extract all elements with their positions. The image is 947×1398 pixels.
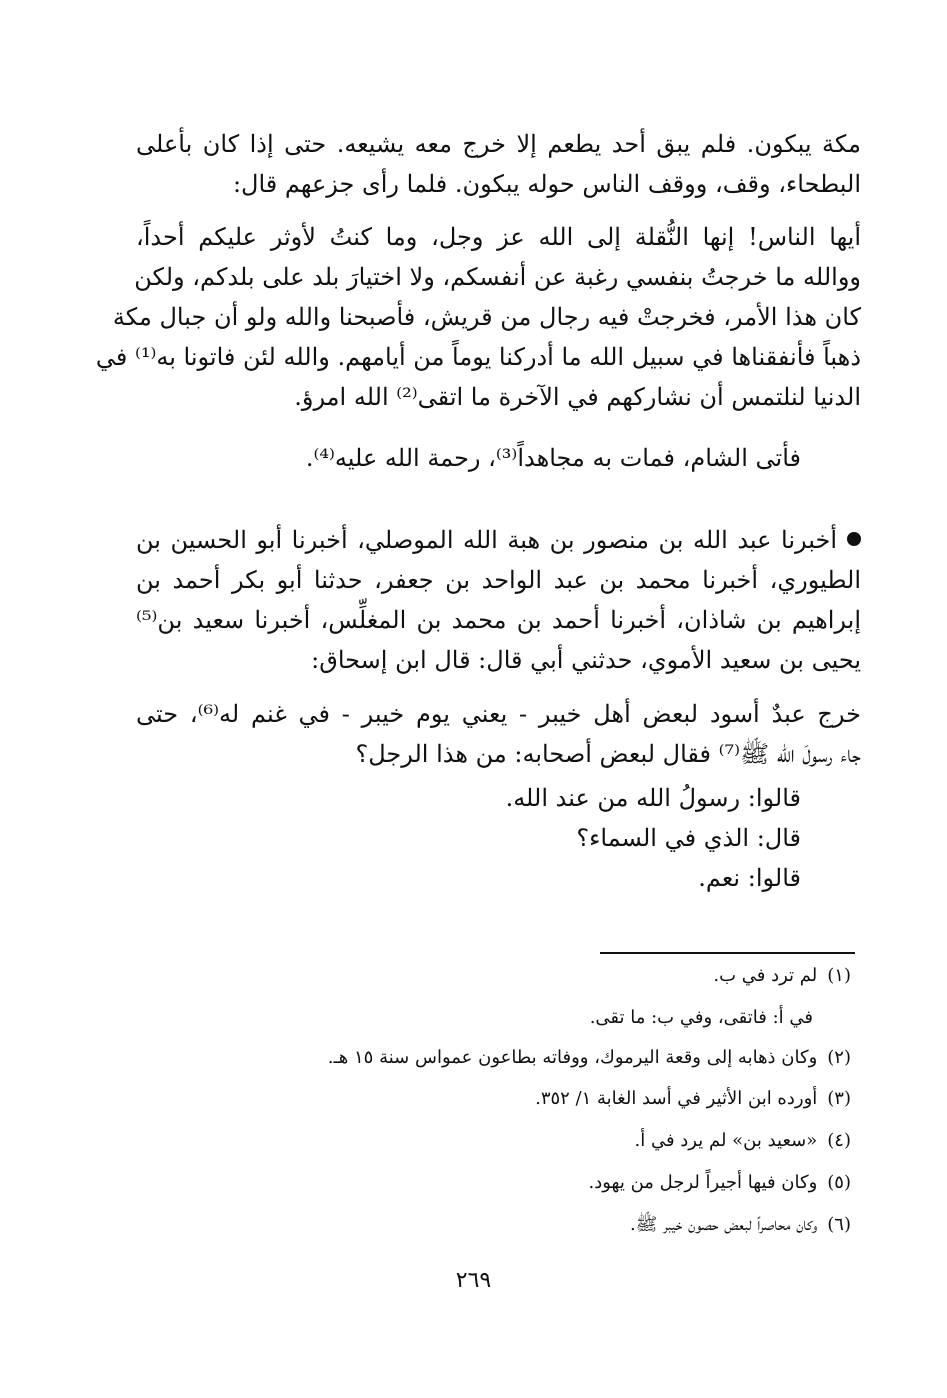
footnote-text: «سعيد بن» لم يرد في أ. [634,1130,818,1151]
text-line: يحيى بن سعيد الأموي، حدثني أبي قال: قال ابن إسحاق: [311,646,861,674]
footnote-number: (٤) [827,1130,851,1151]
footnote-number: (٥) [827,1172,851,1193]
footnote-text: أورده ابن الأثير في أسد الغابة ١/ ٣٥٢. [535,1088,818,1109]
dialog-line: قالوا: رسولُ الله من عند الله. [505,784,801,812]
text-line: مكة يبكون. فلم يبق أحد يطعم إلا خرج معه يشيعه. حتى إذا كان بأعلى [136,130,861,158]
text-line: جاء رسولَ الله ﷺ⁽⁷⁾ فقال لبعض أصحابه: من هذا الرجل؟ [355,740,861,768]
bullet-icon [847,532,861,546]
page-number: ٢٦٩ [455,1268,492,1293]
footnote-text: وكان فيها أجيراً لرجل من يهود. [588,1172,818,1193]
footnote [713,962,851,990]
text-line: الدنيا لنلتمس أن نشاركهم في الآخرة ما اتقى⁽²⁾ الله امرؤ. [294,383,861,411]
footnote-number: (٦) [827,1214,851,1235]
footnote [590,1004,813,1032]
footnote [635,1127,851,1155]
footnote-text: وكان ذهابه إلى وقعة اليرموك، ووفاته بطاعون عمواس سنة ١٥ هـ. [327,1047,818,1068]
footnote-number: (٣) [827,1088,851,1109]
text-line: كان هذا الأمر، فخرجتْ فيه رجال من قريش، فأصبحنا والله ولو أن جبال مكة [112,303,861,331]
footnote-text: في أ: فاتقى، وفي ب: ما تقى. [589,1007,813,1028]
dialog-line: قالوا: نعم. [698,864,801,892]
text-line: البطحاء، وقف، ووقف الناس حوله يبكون. فلما رأى جزعهم قال: [232,170,861,198]
text-line: خرج عبدٌ أسود لبعض أهل خيبر - يعني يوم خيبر - في غنم له⁽⁶⁾، حتى [136,700,862,728]
text-line-content: أخبرنا عبد الله بن منصور بن هبة الله الموصلي، أخبرنا أبو الحسين بن [136,526,837,554]
footnote [535,1085,851,1113]
dialog-line: قال: الذي في السماء؟ [576,824,801,852]
footnote-divider [600,952,855,954]
text-line: الطيوري، أخبرنا محمد بن عبد الواحد بن جعفر، حدثنا أبو بكر أحمد بن [136,566,861,594]
text-line: ووالله ما خرجتُ بنفسي رغبة عن أنفسكم، ولا اختيارَ بلد على بلدكم، ولكن [134,263,861,291]
text-line: إبراهيم بن شاذان، أخبرنا أحمد بن محمد بن المغلِّس، أخبرنا سعيد بن⁽⁵⁾ [136,606,861,634]
footnote [630,1211,851,1239]
footnote-number: (٢) [827,1047,851,1068]
footnote-number: (١) [827,965,851,986]
text-line: أيها الناس! إنها النُّقلة إلى الله عز وجل، وما كنتُ لأوثر عليكم أحداً، [136,223,861,251]
footnote-text: وكان محاصراً لبعض حصون خيبر ﷺ. [629,1214,818,1235]
text-line: فأتى الشام، فمات به مجاهداً⁽³⁾، رحمة الله عليه⁽⁴⁾. [305,444,801,472]
text-line: ذهباً فأنفقناها في سبيل الله ما أدركنا يوماً من أيامهم. والله لئن فاتونا به⁽¹⁾ في [95,343,861,371]
text-line [136,522,861,558]
footnote-text: لم ترد في ب. [713,965,818,986]
footnote [589,1169,851,1197]
footnote [328,1044,851,1072]
